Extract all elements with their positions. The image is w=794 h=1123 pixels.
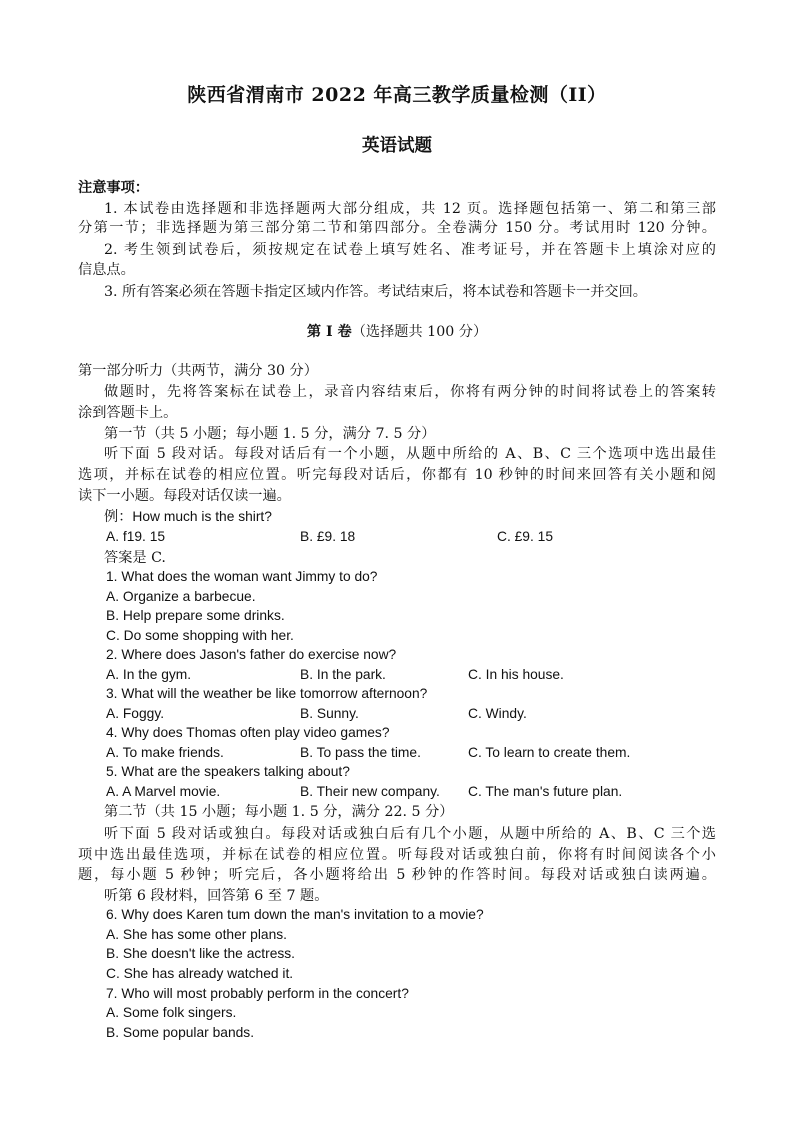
notes-heading: 注意事项： — [78, 180, 149, 196]
example-option-c: C. £9. 15 — [497, 529, 553, 544]
question-2-option-a: A. In the gym. — [106, 667, 192, 682]
example-label: 例： — [104, 509, 133, 525]
section2-heading: 第二节（共 15 小题；每小题 1. 5 分，满分 22. 5 分） — [104, 804, 454, 820]
question-1-option-b: B. Help prepare some drinks. — [106, 608, 285, 623]
volume-description: （选择题共 100 分） — [351, 324, 488, 340]
part1-intro-line-1: 做题时，先将答案标在试卷上，录音内容结束后，你将有两分钟的时间将试卷上的答案转 — [104, 384, 716, 400]
question-2-option-c: C. In his house. — [468, 667, 564, 682]
section2-line-3: 题，每小题 5 秒钟；听完后，各小题将给出 5 秒钟的作答时间。每段对话或独白读两遍。 — [78, 867, 716, 883]
section1-line-3: 读下一小题。每段对话仅读一遍。 — [78, 488, 291, 504]
question-6-option-b: B. She doesn't like the actress. — [106, 946, 295, 961]
volume-label: 第 I 卷 — [306, 324, 352, 340]
question-4-option-a: A. To make friends. — [106, 745, 224, 760]
example-option-a: A. f19. 15 — [106, 529, 166, 544]
question-1-option-c: C. Do some shopping with her. — [106, 628, 294, 643]
example-answer: 答案是 C. — [104, 550, 166, 566]
section2-line-2: 项中选出最佳选项，并标在试卷的相应位置。听每段对话或独白前，你将有时间阅读各个小 — [78, 847, 716, 863]
subject-title: 英语试题 — [362, 136, 432, 156]
question-5-option-a: A. A Marvel movie. — [106, 784, 221, 799]
question-7-option-b: B. Some popular bands. — [106, 1025, 255, 1040]
section2-line-1: 听下面 5 段对话或独白。每段对话或独白后有几个小题，从题中所给的 A、B、C 三个选 — [104, 826, 716, 842]
question-3-option-a: A. Foggy. — [106, 706, 165, 721]
note-3: 3. 所有答案必须在答题卡指定区域内作答。考试结束后，将本试卷和答题卡一并交回。 — [104, 284, 647, 300]
question-1-option-a: A. Organize a barbecue. — [106, 589, 256, 604]
part1-intro-line-2: 涂到答题卡上。 — [78, 405, 178, 421]
question-3-option-b: B. Sunny. — [300, 706, 359, 721]
question-6: 6. Why does Karen tum down the man's invitation to a movie? — [106, 907, 484, 922]
question-2: 2. Where does Jason's father do exercise now? — [106, 647, 397, 662]
question-4-option-c: C. To learn to create them. — [468, 745, 631, 760]
question-5-option-c: C. The man's future plan. — [468, 784, 623, 799]
question-6-option-a: A. She has some other plans. — [106, 927, 287, 942]
note-2-line-1: 2. 考生领到试卷后，须按规定在试卷上填写姓名、准考证号，并在答题卡上填涂对应的 — [104, 242, 716, 258]
question-5: 5. What are the speakers talking about? — [106, 764, 350, 779]
section1-line-1: 听下面 5 段对话。每段对话后有一个小题，从题中所给的 A、B、C 三个选项中选出最佳 — [104, 446, 716, 462]
question-7: 7. Who will most probably perform in the concert? — [106, 986, 409, 1001]
material-6-instruction: 听第 6 段材料，回答第 6 至 7 题。 — [104, 888, 329, 904]
note-2-line-2: 信息点。 — [78, 262, 135, 278]
example-question-text: How much is the shirt? — [132, 509, 272, 524]
volume-heading — [0, 322, 794, 342]
example-question — [104, 507, 272, 527]
question-5-option-b: B. Their new company. — [300, 784, 440, 799]
exam-title: 陕西省渭南市 2022 年高三教学质量检测（II） — [187, 84, 607, 106]
question-6-option-c: C. She has already watched it. — [106, 966, 294, 981]
question-4: 4. Why does Thomas often play video games? — [106, 725, 390, 740]
question-7-option-a: A. Some folk singers. — [106, 1005, 237, 1020]
section1-line-2: 选项，并标在试卷的相应位置。听完每段对话后，你都有 10 秒钟的时间来回答有关小题和阅 — [78, 467, 716, 483]
question-3: 3. What will the weather be like tomorrow afternoon? — [106, 686, 428, 701]
question-3-option-c: C. Windy. — [468, 706, 527, 721]
question-4-option-b: B. To pass the time. — [300, 745, 421, 760]
part1-heading: 第一部分听力（共两节，满分 30 分） — [78, 363, 318, 379]
question-1: 1. What does the woman want Jimmy to do? — [106, 569, 378, 584]
example-option-b: B. £9. 18 — [300, 529, 356, 544]
note-1-line-2: 分第一节；非选择题为第三部分第二节和第四部分。全卷满分 150 分。考试用时 120 分钟。 — [78, 220, 716, 236]
note-1-line-1: 1. 本试卷由选择题和非选择题两大部分组成，共 12 页。选择题包括第一、第二和第三部 — [104, 201, 716, 217]
section1-heading: 第一节（共 5 小题；每小题 1. 5 分，满分 7. 5 分） — [104, 426, 436, 442]
question-2-option-b: B. In the park. — [300, 667, 386, 682]
